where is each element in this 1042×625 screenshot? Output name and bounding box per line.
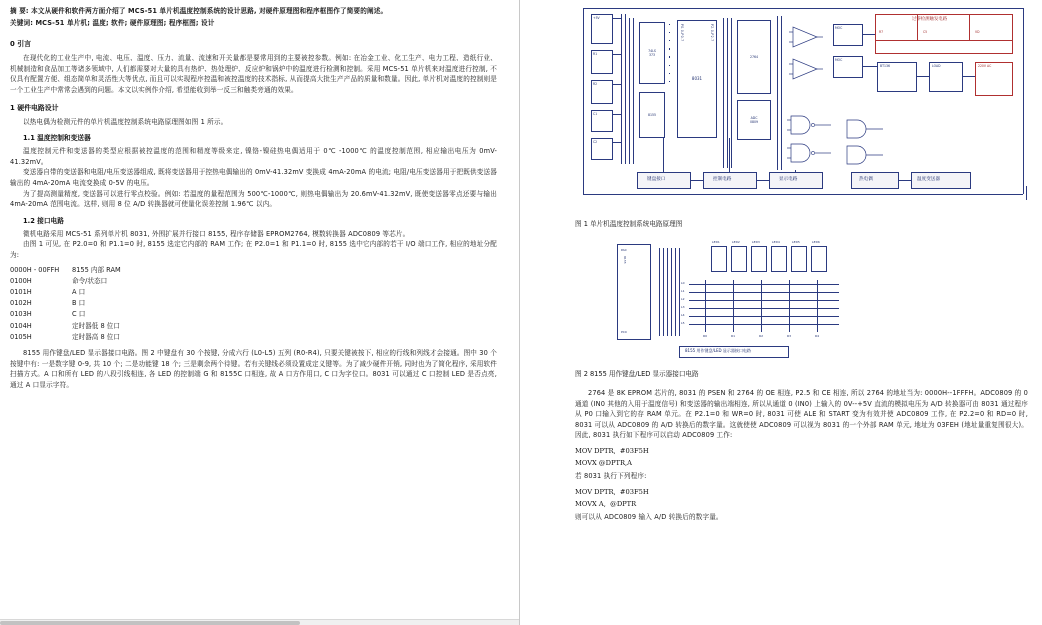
- figure1-block-label-control: 控制电路: [713, 177, 732, 182]
- figure-2-inner-title: 8155 用作键盘/LED 显示器接口电路: [685, 348, 751, 353]
- figure1-block-label-keyboard: 键盘接口: [647, 177, 666, 182]
- section-heading-0: 0 引言: [10, 40, 31, 49]
- subsection-heading-1-1: 1.1 温度控制和变送器: [23, 134, 91, 143]
- subsection-1-1-paragraph-2: 为了提高测量精度, 变送器可以进行零点校验。例如: 若温度的量程范围为 500℃-1000℃, 则热电偶输出为 20.6mV-41.32mV, 既使变送器零点还要与输出 4mA-20mA 范围电流。这样, 则用 8 位 A/D 转换器就可使量化误差控制 1.96℃ 以内。: [10, 189, 497, 209]
- code-line: MOVX @DPTR,A: [575, 458, 632, 467]
- keywords-paragraph: 关键词: MCS-51 单片机; 温度; 软件; 硬件原理图; 程序框图; 设计: [10, 18, 215, 27]
- scrollbar-thumb[interactable]: [0, 621, 300, 625]
- left-text-column: [0, 0, 519, 625]
- subsection-1-1-paragraph-0: 温度控制元件和变送器的类型应根据被控温度的范围和精度等级来定, 镍铬-镍硅热电偶适用于 0℃ -1000℃ 的温度控制范围, 相应输出电压为 0mV-41.32mV。: [10, 147, 497, 166]
- subsection-1-2-after-map-paragraph: 8155 用作键盘/LED 显示器接口电路。图 2 中键盘有 30 个按键, 分成六行 (L0-L5) 五列 (R0-R4), 只要关键被按下, 相应的行线和列线才会接通。图中 30 个按键中有: 一是数字键 0-9, 共 10 个; 二是功能键 18 个; 三是剩余两个待键。若有关键线必须设置成定义键等。为了减少硬件开销, 同时也为了简化程序, 采用软件扫描方式。A 口和所有 LED 的八段引线相连, 各 LED 的控制端 G 和 8155C 口相连, 故 A 口方作用口, C 口为字位口。8031 可以通过 C 口控制 LED 是否点亮, 通过 A 口显示字符。: [10, 348, 497, 389]
- memory-map-row: [10, 265, 497, 276]
- figure1-block-label-display: 显示电路: [779, 177, 798, 182]
- code-block-1: [575, 445, 1028, 469]
- abstract-paragraph: 摘 要: 本文从硬件和软件两方面介绍了 MCS-51 单片机温度控制系统的设计思路, 对硬件原理图和程序框图作了简要的阐述。: [10, 7, 388, 15]
- horizontal-scrollbar[interactable]: [0, 619, 519, 625]
- memory-map-desc: 命令/状态口: [72, 276, 108, 285]
- memory-map-desc: B 口: [72, 299, 86, 308]
- right-tail-text: 则可以从 ADC0809 输入 A/D 转换后的数字量。: [575, 512, 723, 521]
- code-line: MOVX A, @DPTR: [575, 499, 637, 508]
- section-0-paragraph-0: 在现代化的工业生产中, 电流、电压、温度、压力、流量、流速和开关量都是要常用到的主要被控参数。例如: 在冶金工业、化工生产、电力工程、造纸行业、机械制造和食品加工等诸多领域中, 人们都需要对大量的具有热炉、热处理炉、反应炉和锅炉中的温度进行检测和控制。采用 MCS-51 单片机来对温度进行控制, 不仅具有配置方便、组态简单和灵活性大等优点, 而且可以实现程序控温和被控温度的技术指标, 从而提高大批生产产品的质量和数量。因此, 单片机对温度的控制则是一个工业生产中常常会遇到的问题。本文以实例作介绍, 希望能收到举一反三和触类旁通的效果。: [10, 54, 497, 94]
- code-line: MOV DPTR, #03F5H: [575, 446, 649, 455]
- figure-2-caption: 图 2 8155 用作键盘/LED 显示器接口电路: [575, 370, 699, 378]
- memory-map-address: 0103H: [10, 310, 32, 319]
- figure-1-caption: 图 1 单片机温度控制系统电路原理图: [575, 220, 683, 228]
- code-line: MOV DPTR, #03F5H: [575, 487, 649, 496]
- figure1-block-label-transmitter: 温度变送器: [917, 177, 940, 182]
- memory-map-list: [10, 265, 497, 343]
- code-block-2: [575, 486, 1028, 510]
- section-1-paragraph-0: 以热电偶为检测元件的单片机温度控制系统电路原理图如图 1 所示。: [23, 117, 228, 126]
- memory-map-address: 0000H - 00FFH: [10, 265, 60, 274]
- memory-map-row: [10, 276, 497, 287]
- section-heading-1: 1 硬件电路设计: [10, 103, 59, 112]
- figure1-block-label-zero-cross: 过零检测触发电路: [912, 17, 948, 22]
- figure-2-keyboard-led: 8155 PA0 PC0 LED1 LED2 LED3 LED4 LED5 LED6 L0 L1 L2 L3 L4 L5 R0 R1 R2 R3 R4 8155 用作键盘/LED 显示器接口电路: [615, 238, 915, 362]
- right-figure-column: [519, 0, 1042, 625]
- memory-map-row: [10, 309, 497, 320]
- memory-map-desc: A 口: [72, 287, 86, 296]
- right-mid-text: 若 8031 执行下列程序:: [575, 471, 647, 480]
- subsection-1-2-paragraph-1: 由图 1 可见, 在 P2.0=0 和 P1.1=0 时, 8155 选定它内部的 RAM 工作; 在 P2.0=1 和 P1.1=0 时, 8155 选中它内部的若干 I/O 端口工作, 相应的地址分配为:: [10, 240, 497, 259]
- memory-map-desc: 定时器高 8 位口: [72, 332, 120, 341]
- memory-map-address: 0101H: [10, 287, 32, 296]
- subsection-heading-1-2: 1.2 接口电路: [23, 216, 64, 225]
- memory-map-row: [10, 332, 497, 343]
- memory-map-address: 0100H: [10, 276, 32, 285]
- memory-map-row: [10, 287, 497, 298]
- figure-1-schematic: +5V R1 R2 C1 C2 74LS 373 8155 8031 P0.0-P0.7 P2.0-P2.7 2764 ADC 0809 MOC MOC 过零检测触发电路 R7 C5 VD BT136 LOAD 220V AC 键盘接口 控制电路 显示电路 热电偶 温度变送器: [577, 4, 1029, 212]
- memory-map-address: 0105H: [10, 332, 32, 341]
- right-paragraph-0: 2764 是 8K EPROM 芯片的, 8031 的 PSEN 和 2764 的 OE 相连, P2.5 和 CE 相连, 所以 2764 的地址当为: 0000H--1FFFH。ADC0809 的 0 通道 (IN0 其他的入用于温度信号) 和变送器的输出端相连, 所以从通道 0 (IN0) 上输入的 0V--+5V 直流的模拟电压为 A/D 转换器可由 8031 通过程序从 P0 口输入到它的存 RAM 单元。在 P2.1=0 和 WR=0 时, 8031 可使 ALE 和 START 变为有效并使 ADC0809 工作, 在 P2.2=0 和 RD=0 时, 8031 可以从 ADC0809 的 A/D 转换后的数字量。这就使使 ADC0809 可以视为 8031 的一个外部 RAM 单元, 地址为 03FEH (地址量重复围很大)。因此, 8031 执行如下程序可以启动 ADC0809 工作:: [575, 389, 1028, 440]
- memory-map-desc: 8155 内部 RAM: [72, 265, 121, 274]
- memory-map-address: 0104H: [10, 321, 32, 330]
- subsection-1-1-paragraph-1: 变送器自带的变送器和电阻/电压变送器组成, 既将变送器用于控热电偶输出的 0mV-41.32mV 变换成 4mA-20mA 的电流; 电阻/电压变送器用于把既供变送器输出的 4mA-20mA 电流变换成 0-5V 的电压。: [10, 168, 497, 187]
- memory-map-desc: C 口: [72, 310, 86, 319]
- memory-map-address: 0102H: [10, 299, 32, 308]
- subsection-1-2-paragraph-0: 微机电路采用 MCS-51 系列单片机 8031, 外围扩展并行接口 8155, 程序存储器 EPROM2764, 模数转换器 ADC0809 等芯片。: [23, 229, 410, 238]
- figure1-block-label-thermocouple: 热电偶: [859, 177, 873, 182]
- memory-map-row: [10, 321, 497, 332]
- memory-map-desc: 定时器低 8 位口: [72, 321, 120, 330]
- memory-map-row: [10, 298, 497, 309]
